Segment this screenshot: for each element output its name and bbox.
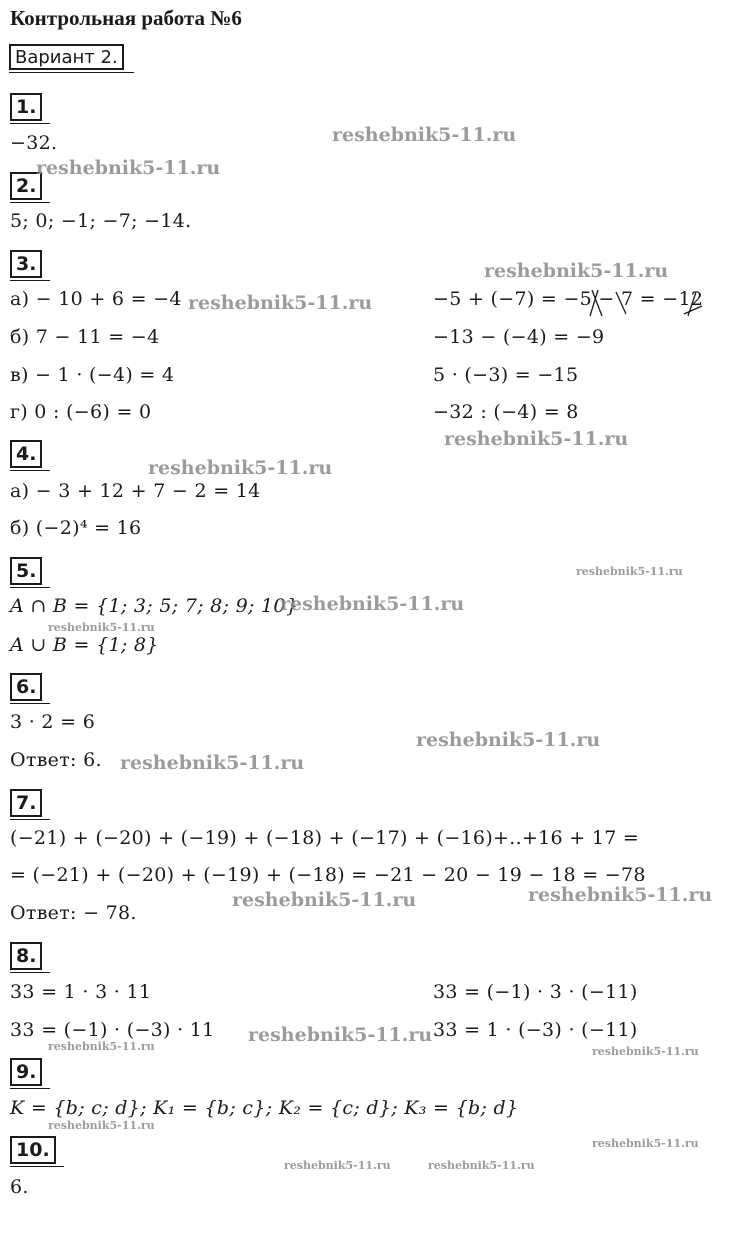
- page-title: Контрольная работа №6: [10, 6, 242, 30]
- task-3-line-d: г) 0 : (−6) = 0: [10, 401, 152, 423]
- task-number-8: 8.: [10, 942, 42, 970]
- watermark: reshebnik5-11.ru: [592, 1137, 699, 1150]
- task-number-1: 1.: [10, 93, 42, 121]
- task-5-intersection: A ∩ B = {1; 3; 5; 7; 8; 9; 10}: [10, 595, 299, 617]
- watermark: reshebnik5-11.ru: [484, 260, 669, 282]
- watermark: reshebnik5-11.ru: [576, 565, 683, 578]
- watermark: reshebnik5-11.ru: [36, 157, 221, 179]
- task-3-line-a: а) − 10 + 6 = −4: [10, 288, 182, 310]
- watermark: reshebnik5-11.ru: [120, 752, 305, 774]
- task-3-line-b: б) 7 − 11 = −4: [10, 326, 160, 348]
- task-7-line-b: = (−21) + (−20) + (−19) + (−18) = −21 − 20 − 19 − 18 = −78: [10, 864, 646, 886]
- watermark: reshebnik5-11.ru: [232, 889, 417, 911]
- task-3-line-c: в) − 1 · (−4) = 4: [10, 364, 175, 386]
- watermark: reshebnik5-11.ru: [416, 729, 601, 751]
- task-number-10: 10.: [10, 1136, 56, 1164]
- task-1-answer: −32.: [10, 132, 58, 154]
- task-8-line-b: 33 = (−1) · (−3) · 11: [10, 1019, 215, 1041]
- task-number-2: 2.: [10, 172, 42, 200]
- task-8-line-a: 33 = 1 · 3 · 11: [10, 981, 152, 1003]
- watermark: reshebnik5-11.ru: [48, 1119, 155, 1132]
- watermark: reshebnik5-11.ru: [528, 884, 713, 906]
- task-4-line-b: б) (−2)⁴ = 16: [10, 517, 142, 539]
- task-5-union: A ∪ B = {1; 8}: [10, 634, 159, 656]
- watermark: reshebnik5-11.ru: [428, 1159, 535, 1172]
- task-8-right-line-b: 33 = 1 · (−3) · (−11): [433, 1019, 638, 1041]
- task-10-answer: 6.: [10, 1176, 29, 1198]
- task-3-right-line-a: −5 + (−7) = −5 − 7 = −12: [433, 288, 704, 310]
- task-number-5: 5.: [10, 557, 42, 585]
- task-number-6: 6.: [10, 673, 42, 701]
- task-9-sets: K = {b; c; d}; K₁ = {b; c}; K₂ = {c; d}; K₃ = {b; d}: [10, 1097, 519, 1119]
- task-6-line-a: 3 · 2 = 6: [10, 711, 96, 733]
- task-6-answer: Ответ: 6.: [10, 749, 102, 771]
- task-7-answer: Ответ: − 78.: [10, 902, 137, 924]
- task-8-right-line-a: 33 = (−1) · 3 · (−11): [433, 981, 638, 1003]
- task-7-line-a: (−21) + (−20) + (−19) + (−18) + (−17) + (−16)+..+16 + 17 =: [10, 827, 640, 849]
- watermark: reshebnik5-11.ru: [148, 457, 333, 479]
- watermark: reshebnik5-11.ru: [280, 593, 465, 615]
- watermark: reshebnik5-11.ru: [48, 1040, 155, 1053]
- task-2-answer: 5; 0; −1; −7; −14.: [10, 210, 192, 232]
- watermark: reshebnik5-11.ru: [248, 1024, 433, 1046]
- watermark: reshebnik5-11.ru: [592, 1045, 699, 1058]
- task-number-4: 4.: [10, 440, 42, 468]
- strikeout-marks: [568, 288, 708, 318]
- variant-label: Вариант 2.: [9, 44, 124, 70]
- task-4-line-a: а) − 3 + 12 + 7 − 2 = 14: [10, 480, 261, 502]
- watermark: reshebnik5-11.ru: [284, 1159, 391, 1172]
- watermark: reshebnik5-11.ru: [188, 292, 373, 314]
- task-number-9: 9.: [10, 1058, 42, 1086]
- task-3-right-line-b: −13 − (−4) = −9: [433, 326, 605, 348]
- task-number-3: 3.: [10, 250, 42, 278]
- watermark: reshebnik5-11.ru: [332, 124, 517, 146]
- watermark: reshebnik5-11.ru: [48, 621, 155, 634]
- watermark: reshebnik5-11.ru: [444, 428, 629, 450]
- task-3-right-line-d: −32 : (−4) = 8: [433, 401, 579, 423]
- task-number-7: 7.: [10, 789, 42, 817]
- task-3-right-line-c: 5 · (−3) = −15: [433, 364, 579, 386]
